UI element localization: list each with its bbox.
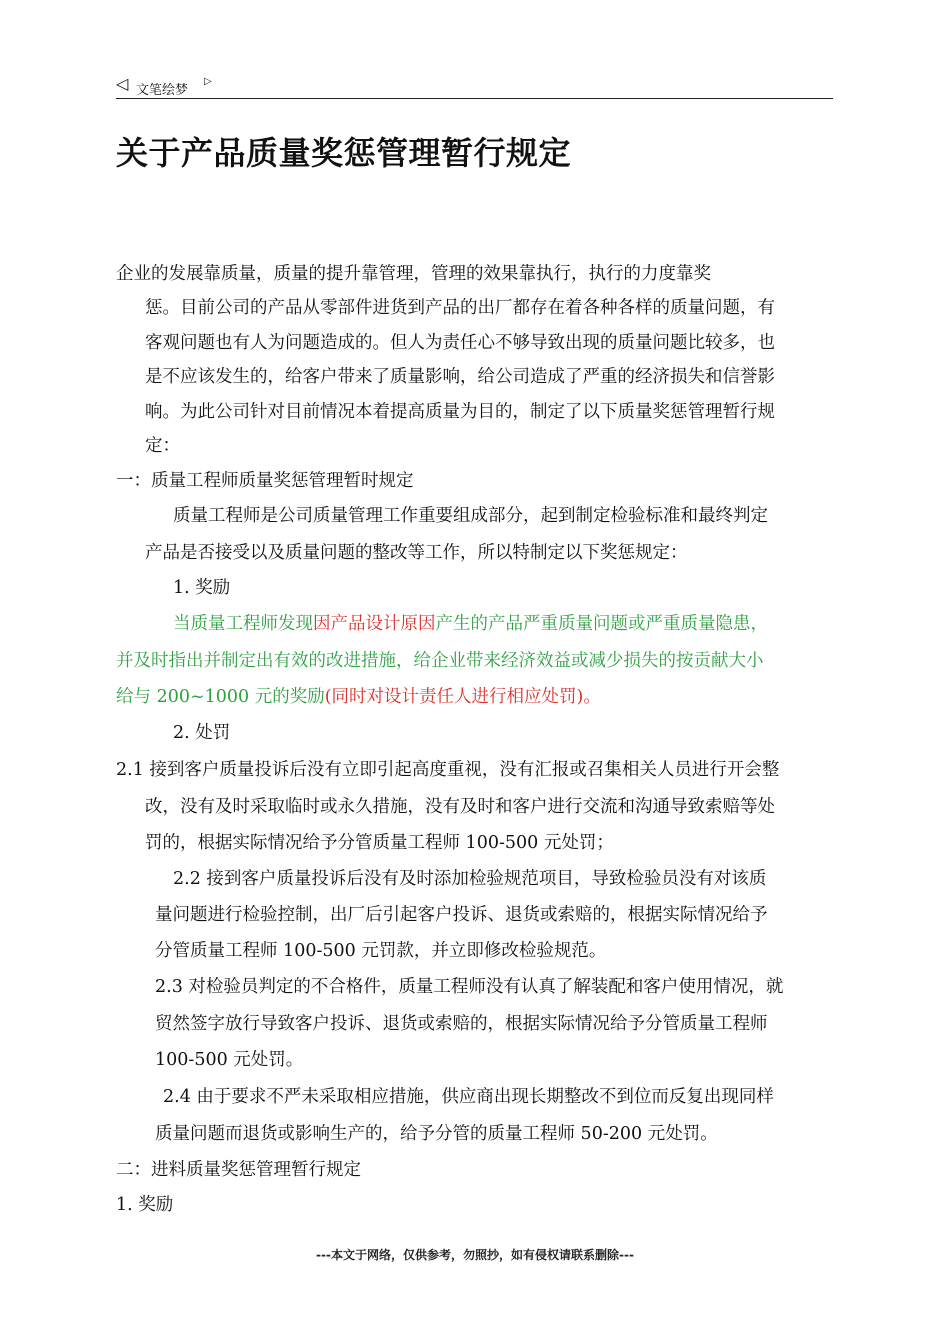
penalty-2-2-line: 分管质量工程师 100-500 元罚款，并立即修改检验规范。 [155, 941, 607, 961]
penalty-2-4-line: 2.4 由于要求不严未采取相应措施，供应商出现长期整改不到位而反复出现同样 [163, 1087, 774, 1107]
page-header [116, 74, 833, 99]
header-brand: 文笔绘梦 [136, 83, 189, 98]
page-footer: ---本文于网络，仅供参考，勿照抄，如有侵权请联系删除--- [316, 1248, 634, 1262]
reward-line-2: 并及时指出并制定出有效的改进措施，给企业带来经济效益或减少损失的按贡献大小 [116, 651, 764, 671]
reward-text: 当质量工程师发现 [173, 614, 313, 634]
intro-line: 客观问题也有人为问题造成的。但人为责任心不够导致出现的质量问题比较多，也 [145, 333, 775, 353]
reward-line-3 [116, 685, 601, 709]
penalty-2-4-line: 质量问题而退货或影响生产的，给予分管的质量工程师 50-200 元处罚。 [155, 1124, 718, 1144]
triangle-left-icon: ◁ [116, 74, 129, 93]
penalty-2-1-line: 罚的，根据实际情况给予分管质量工程师 100-500 元处罚； [145, 833, 614, 853]
reward-highlight: 因产品设计原因 [313, 614, 436, 634]
intro-line: 企业的发展靠质量，质量的提升靠管理，管理的效果靠执行，执行的力度靠奖 [116, 264, 711, 284]
reward-text: 产生的产品严重质量问题或严重质量隐患， [435, 614, 768, 634]
penalty-2-2-line: 2.2 接到客户质量投诉后没有及时添加检验规范项目，导致检验员没有对该质 [173, 869, 767, 889]
penalty-2-3-line: 100-500 元处罚。 [155, 1050, 304, 1070]
penalty-2-3-line: 贸然签字放行导致客户投诉、退货或索赔的，根据实际情况给予分管质量工程师 [155, 1014, 768, 1034]
section2-heading: 二：进料质量奖惩管理暂行规定 [116, 1160, 361, 1180]
intro-line: 是不应该发生的，给客户带来了质量影响，给公司造成了严重的经济损失和信誉影 [145, 367, 775, 387]
penalty-2-2-line: 量问题进行检验控制，出厂后引起客户投诉、退货或索赔的，根据实际情况给予 [155, 905, 768, 925]
penalty-2-3-line: 2.3 对检验员判定的不合格件，质量工程师没有认真了解装配和客户使用情况，就 [155, 977, 784, 997]
penalty-2-1-line: 改，没有及时采取临时或永久措施，没有及时和客户进行交流和沟通导致索赔等处 [145, 797, 775, 817]
triangle-right-icon: ▷ [204, 76, 212, 87]
reward-text: 给与 200~1000 元的奖励 [116, 687, 325, 707]
reward-highlight: (同时对设计责任人进行相应处罚)。 [324, 687, 601, 707]
section1-para-line: 产品是否接受以及质量问题的整改等工作，所以特制定以下奖惩规定： [145, 543, 688, 563]
section2-reward-heading: 1. 奖励 [116, 1195, 174, 1215]
section1-heading: 一：质量工程师质量奖惩管理暂时规定 [116, 471, 414, 491]
section1-para-line: 质量工程师是公司质量管理工作重要组成部分，起到制定检验标准和最终判定 [173, 506, 768, 526]
intro-line: 定： [145, 436, 180, 456]
penalty-heading: 2. 处罚 [173, 723, 231, 743]
reward-line-1 [173, 612, 768, 636]
intro-line: 响。为此公司针对目前情况本着提高质量为目的，制定了以下质量奖惩管理暂行规 [145, 402, 775, 422]
penalty-2-1-line: 2.1 接到客户质量投诉后没有立即引起高度重视，没有汇报或召集相关人员进行开会整 [116, 760, 780, 780]
document-title: 关于产品质量奖惩管理暂行规定 [116, 134, 572, 172]
reward-heading: 1. 奖励 [173, 578, 231, 598]
intro-line: 惩。目前公司的产品从零部件进货到产品的出厂都存在着各种各样的质量问题，有 [145, 298, 775, 318]
